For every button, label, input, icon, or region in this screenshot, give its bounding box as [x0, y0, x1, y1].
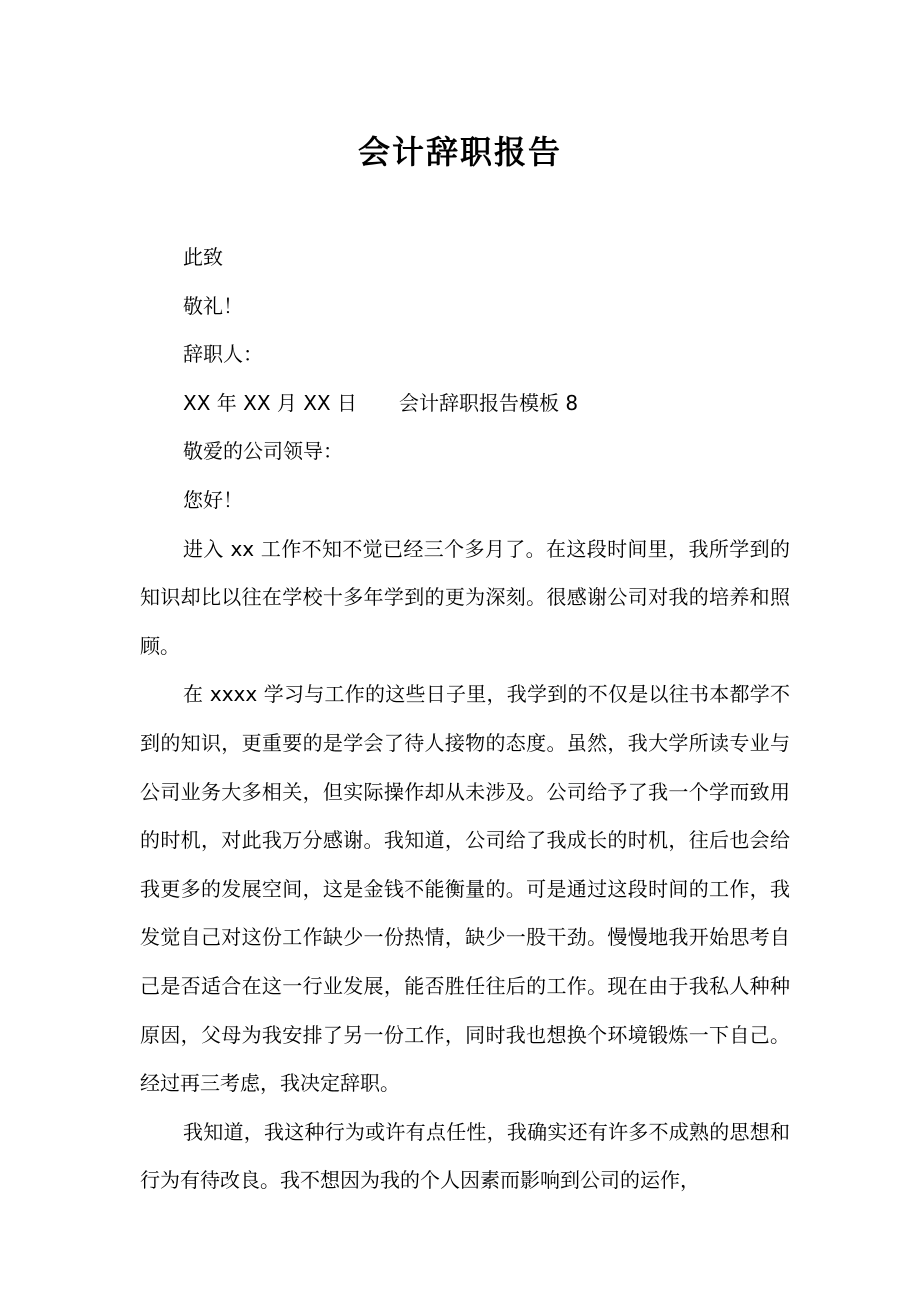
body-paragraph: 在 xxxx 学习与工作的这些日子里，我学到的不仅是以往书本都学不到的知识，更重要的是学会了待人接物的态度。虽然，我大学所读专业与公司业务大多相关，但实际操作却从未涉及。公司给予了我一个学而致用的时机，对此我万分感谢。我知道，公司给了我成长的时机，往后也会给我更多的发展空间，这是金钱不能衡量的。可是通过这段时间的工作，我发觉自己对这份工作缺少一份热情，缺少一股干劲。慢慢地我开始思考自己是否适合在这一行业发展，能否胜任往后的工作。现在由于我私人种种原因，父母为我安排了另一份工作，同时我也想换个环境锻炼一下自己。经过再三考虑，我决定辞职。 [140, 682, 790, 1096]
body-paragraph: 我知道，我这种行为或许有点任性，我确实还有许多不成熟的思想和行为有待改良。我不想因为我的个人因素而影响到公司的运作， [140, 1119, 790, 1193]
date-text: XX 年 XX 月 XX 日 [183, 390, 357, 415]
document-title: 会计辞职报告 [357, 133, 562, 171]
signer-label: 辞职人： [183, 342, 263, 367]
greeting: 您好！ [183, 487, 243, 512]
closing-line-2: 敬礼！ [183, 293, 243, 318]
next-template-heading: 会计辞职报告模板 8 [399, 390, 579, 415]
salutation: 敬爱的公司领导： [183, 439, 343, 464]
date-line [140, 379, 790, 428]
closing-line-1: 此致 [183, 245, 223, 269]
document-body [140, 233, 790, 1205]
body-paragraph: 进入 xx 工作不知不觉已经三个多月了。在这段时间里，我所学到的知识却比以往在学校十多年学到的更为深刻。很感谢公司对我的培养和照顾。 [140, 536, 790, 658]
